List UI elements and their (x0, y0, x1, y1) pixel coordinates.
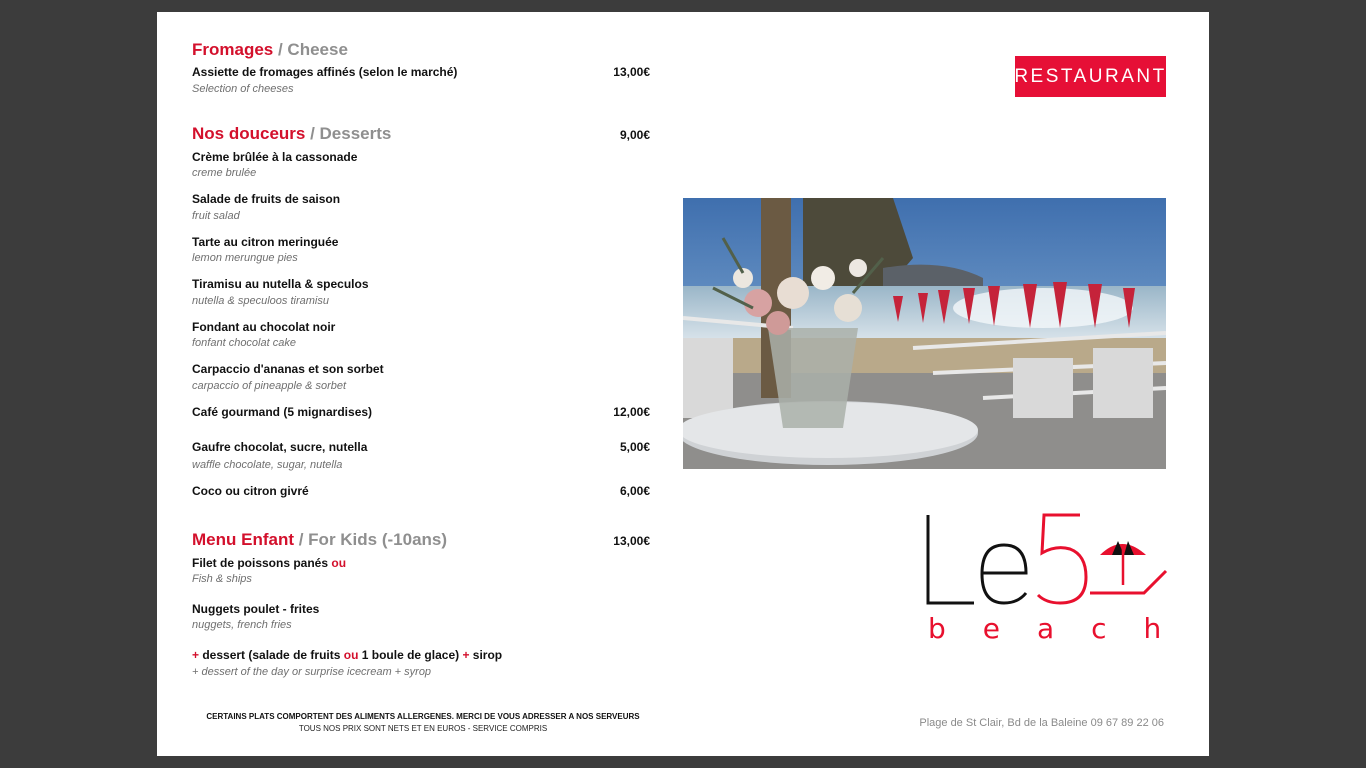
menu-item-name: Salade de fruits de saison (192, 192, 341, 206)
menu-item-name: Carpaccio d'ananas et son sorbet (192, 362, 384, 376)
price-notice: TOUS NOS PRIX SONT NETS ET EN EUROS - SERVICE COMPRIS (298, 724, 548, 733)
menu-item-name: Fondant au chocolat noir (192, 320, 336, 334)
le5-beach-logo (922, 507, 1199, 657)
menu-item-translation: fonfant chocolat cake (192, 337, 296, 349)
menu-item-name: Coco ou citron givré (192, 484, 309, 498)
menu-page (157, 12, 1209, 756)
menu-item-name: Tarte au citron meringuée (192, 235, 339, 249)
section-title-cheese: Fromages / Cheese (192, 40, 348, 59)
menu-item-translation: fruit salad (192, 210, 240, 222)
restaurant-badge: RESTAURANT (1015, 56, 1166, 97)
section-price-kids: 13,00€ (613, 534, 650, 548)
menu-item-translation: waffle chocolate, sugar, nutella (192, 459, 343, 471)
beach-terrace-image (683, 198, 1166, 469)
kids-menu-extra-translation: + dessert of the day or surprise icecream + syrop (192, 666, 432, 678)
menu-item-name: Gaufre chocolat, sucre, nutella (192, 440, 368, 454)
menu-item-name: Assiette de fromages affinés (selon le marché) (192, 65, 458, 79)
address-phone: Plage de St Clair, Bd de la Baleine 09 67 89 22 06 (919, 717, 1164, 729)
kids-menu-extra: + dessert (salade de fruits ou 1 boule de glace) + sirop (192, 648, 503, 662)
menu-item-name: Tiramisu au nutella & speculos (192, 277, 369, 291)
section-price-desserts: 9,00€ (619, 128, 650, 142)
beach-terrace-photo (683, 198, 1166, 469)
menu-item-translation: Fish & ships (192, 573, 252, 585)
menu-item-translation: nuggets, french fries (192, 619, 292, 631)
le5-logo-mark (922, 507, 1172, 607)
menu-item-name: Café gourmand (5 mignardises) (192, 405, 373, 419)
menu-item-name: Filet de poissons panés ou (192, 556, 347, 570)
menu-item-price: 5,00€ (619, 440, 650, 454)
menu-item-translation: Selection of cheeses (192, 83, 294, 95)
menu-item-price: 6,00€ (619, 484, 650, 498)
menu-item-translation: lemon merungue pies (192, 252, 298, 264)
menu-item-price: 13,00€ (613, 65, 650, 79)
allergen-notice: CERTAINS PLATS COMPORTENT DES ALIMENTS ALLERGENES. MERCI DE VOUS ADRESSER A NOS SERVEURS (206, 712, 640, 721)
menu-item-name: Crème brûlée à la cassonade (192, 150, 358, 164)
section-title-kids: Menu Enfant / For Kids (-10ans) (192, 530, 448, 549)
menu-item-price: 12,00€ (613, 405, 650, 419)
menu-item-translation: creme brulée (192, 167, 257, 179)
menu-item-translation: carpaccio of pineapple & sorbet (192, 380, 347, 392)
menu-item-name: Nuggets poulet - frites (192, 602, 320, 616)
section-title-desserts: Nos douceurs / Desserts (192, 124, 392, 143)
logo-beach-word: beach (928, 612, 1199, 645)
menu-item-translation: nutella & speculoos tiramisu (192, 295, 329, 307)
